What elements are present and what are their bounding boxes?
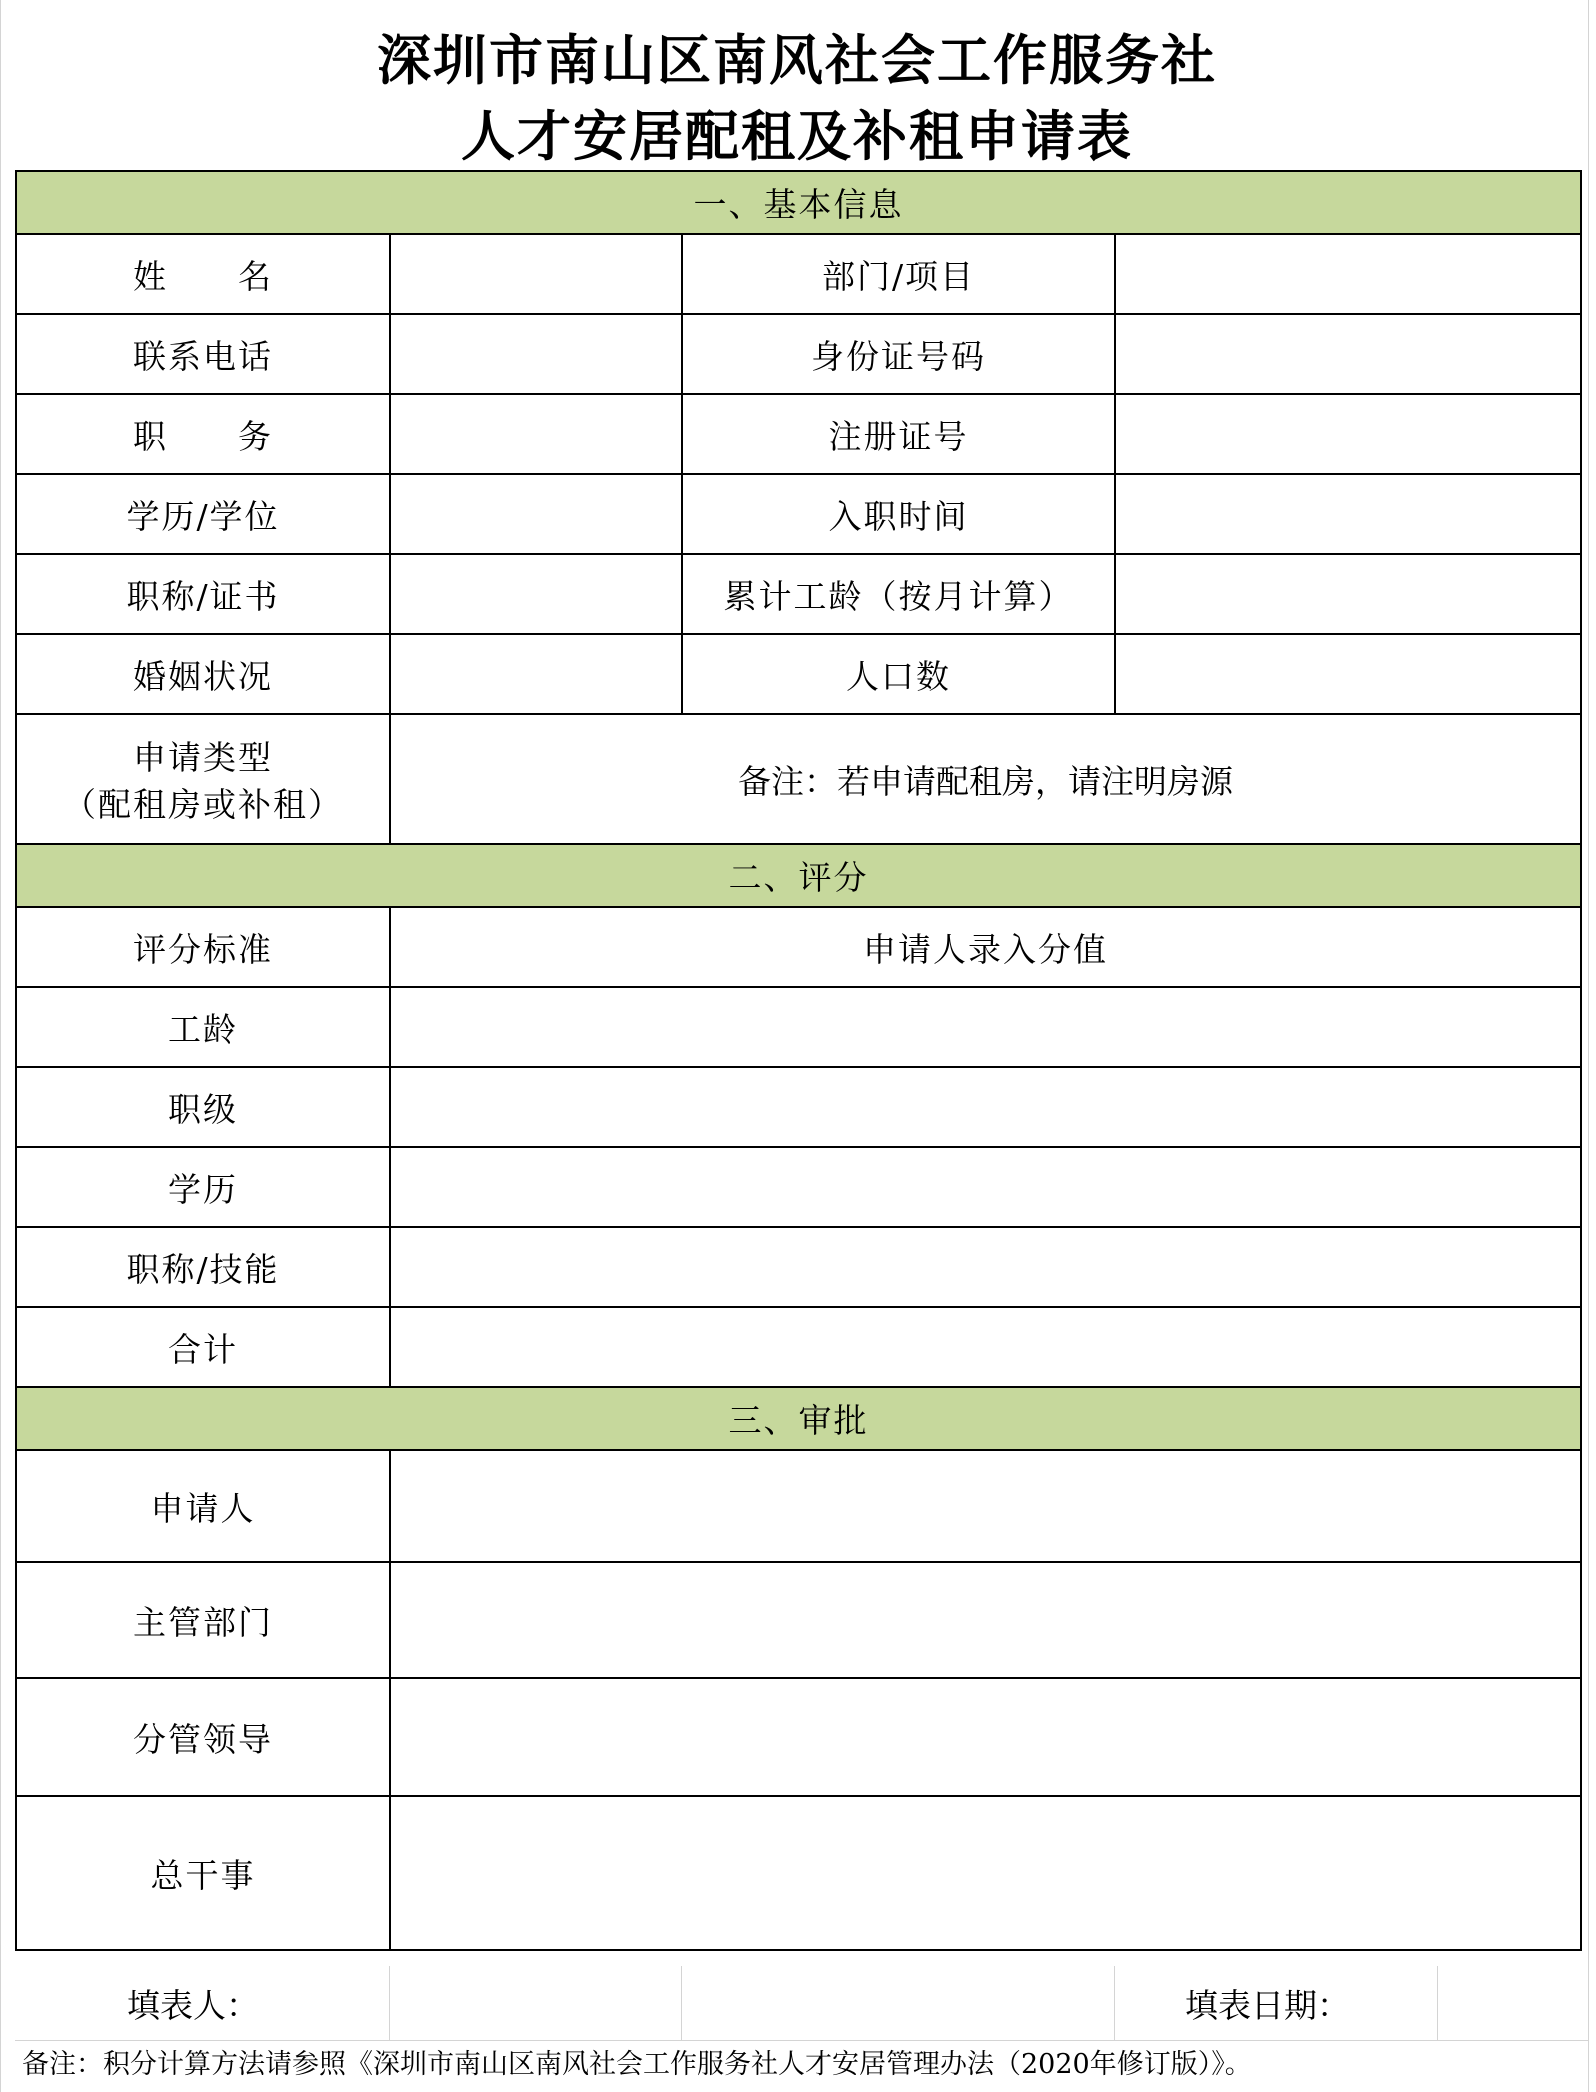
label-approval-director: 总干事 (16, 1796, 390, 1950)
filler-label: 填表人： (127, 1985, 259, 2025)
input-approval-supervising-dept[interactable] (390, 1562, 1581, 1678)
label-marital-status: 婚姻状况 (16, 634, 390, 714)
label-phone: 联系电话 (16, 314, 390, 394)
label-scoring-criteria: 评分标准 (16, 907, 390, 987)
label-applicant-score: 申请人录入分值 (390, 907, 1581, 987)
label-hire-date: 入职时间 (682, 474, 1115, 554)
form-footer (15, 1966, 1580, 2040)
label-approval-leader: 分管领导 (16, 1678, 390, 1796)
label-title-certificate: 职称/证书 (16, 554, 390, 634)
gridline (15, 2040, 1588, 2041)
gridline (1588, 0, 1589, 2092)
label-approval-applicant: 申请人 (16, 1450, 390, 1562)
input-score-education[interactable] (390, 1147, 1581, 1227)
input-position[interactable] (390, 394, 682, 474)
label-registration-number: 注册证号 (682, 394, 1115, 474)
input-score-seniority[interactable] (390, 987, 1581, 1067)
input-approval-applicant[interactable] (390, 1450, 1581, 1562)
input-education[interactable] (390, 474, 682, 554)
input-title-certificate[interactable] (390, 554, 682, 634)
gridline (681, 1966, 682, 2040)
input-hire-date[interactable] (1115, 474, 1581, 554)
label-education: 学历/学位 (16, 474, 390, 554)
input-marital-status[interactable] (390, 634, 682, 714)
input-approval-leader[interactable] (390, 1678, 1581, 1796)
form-title-line1: 深圳市南山区南风社会工作服务社 (377, 29, 1217, 92)
application-type-note: 备注：若申请配租房，请注明房源 (738, 761, 1234, 801)
label-approval-supervising-dept: 主管部门 (16, 1562, 390, 1678)
application-form-table (15, 170, 1582, 1951)
label-application-type-line2: （配租房或补租） (63, 785, 343, 824)
input-registration-number[interactable] (1115, 394, 1581, 474)
input-phone[interactable] (390, 314, 682, 394)
label-id-number: 身份证号码 (682, 314, 1115, 394)
label-name: 姓 名 (16, 234, 390, 314)
section-basic-info-heading: 一、基本信息 (16, 171, 1581, 234)
filler-input[interactable] (389, 1966, 681, 2040)
input-score-title-skill[interactable] (390, 1227, 1581, 1307)
label-score-rank: 职级 (16, 1067, 390, 1147)
label-application-type-line1: 申请类型 (133, 738, 273, 777)
input-id-number[interactable] (1115, 314, 1581, 394)
label-cumulative-seniority: 累计工龄（按月计算） (682, 554, 1115, 634)
input-score-rank[interactable] (390, 1067, 1581, 1147)
form-title-line2: 人才安居配租及补租申请表 (461, 105, 1133, 168)
input-cumulative-seniority[interactable] (1115, 554, 1581, 634)
section-approval-heading: 三、审批 (16, 1387, 1581, 1450)
label-position: 职 务 (16, 394, 390, 474)
label-household-size: 人口数 (682, 634, 1115, 714)
gridline (0, 0, 1, 2092)
gridline (1114, 1966, 1115, 2040)
label-score-seniority: 工龄 (16, 987, 390, 1067)
label-score-education: 学历 (16, 1147, 390, 1227)
bottom-note: 备注：积分计算方法请参照《深圳市南山区南风社会工作服务社人才安居管理办法（2020年修订版）》。 (22, 2049, 1252, 2080)
input-application-type[interactable] (390, 714, 1581, 844)
label-score-total: 合计 (16, 1307, 390, 1387)
fill-date-input[interactable] (1437, 1966, 1580, 2040)
input-household-size[interactable] (1115, 634, 1581, 714)
input-name[interactable] (390, 234, 682, 314)
fill-date-label: 填表日期： (1185, 1985, 1350, 2025)
input-department[interactable] (1115, 234, 1581, 314)
input-approval-director[interactable] (390, 1796, 1581, 1950)
input-score-total[interactable] (390, 1307, 1581, 1387)
label-application-type (16, 714, 390, 844)
label-score-title-skill: 职称/技能 (16, 1227, 390, 1307)
section-scoring-heading: 二、评分 (16, 844, 1581, 907)
label-department: 部门/项目 (682, 234, 1115, 314)
